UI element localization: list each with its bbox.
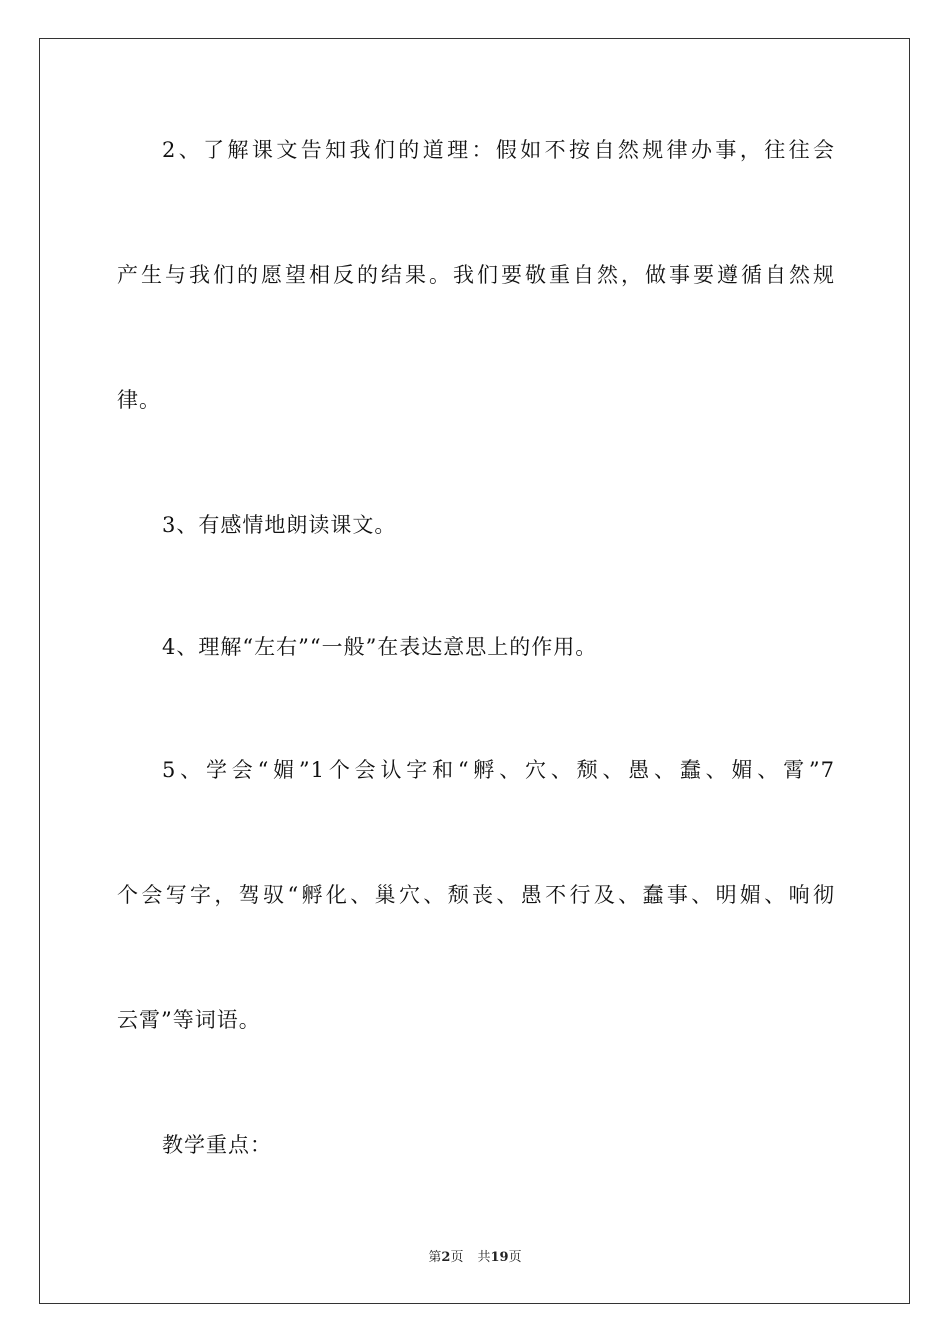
page-frame — [39, 38, 910, 1304]
body-line-5: 4、理解“左右”“一般”在表达意思上的作用。 — [162, 635, 598, 659]
body-line-8: 云霄”等词语。 — [117, 1008, 261, 1032]
footer-page-suffix: 页 — [450, 1250, 464, 1265]
page-footer — [0, 1250, 950, 1266]
footer-page-total: 19 — [490, 1250, 509, 1265]
body-line-4: 3、有感情地朗读课文。 — [162, 513, 397, 537]
body-line-2: 产生与我们的愿望相反的结果。我们要敬重自然，做事要遵循自然规 — [117, 263, 835, 287]
body-line-7: 个会写字，驾驭“孵化、巢穴、颓丧、愚不行及、蠢事、明媚、响彻 — [117, 883, 835, 907]
footer-total-prefix: 共 — [477, 1250, 491, 1265]
body-line-1: 2、了解课文告知我们的道理：假如不按自然规律办事，往往会 — [162, 138, 835, 162]
footer-page-current: 2 — [441, 1250, 451, 1265]
footer-page-prefix: 第 — [428, 1250, 442, 1265]
footer-total-suffix: 页 — [508, 1250, 522, 1265]
body-line-3: 律。 — [117, 388, 161, 412]
body-line-6: 5、学会“媚”1个会认字和“孵、穴、颓、愚、蠢、媚、霄”7 — [162, 758, 835, 782]
section-heading-teaching-focus: 教学重点： — [162, 1133, 272, 1157]
